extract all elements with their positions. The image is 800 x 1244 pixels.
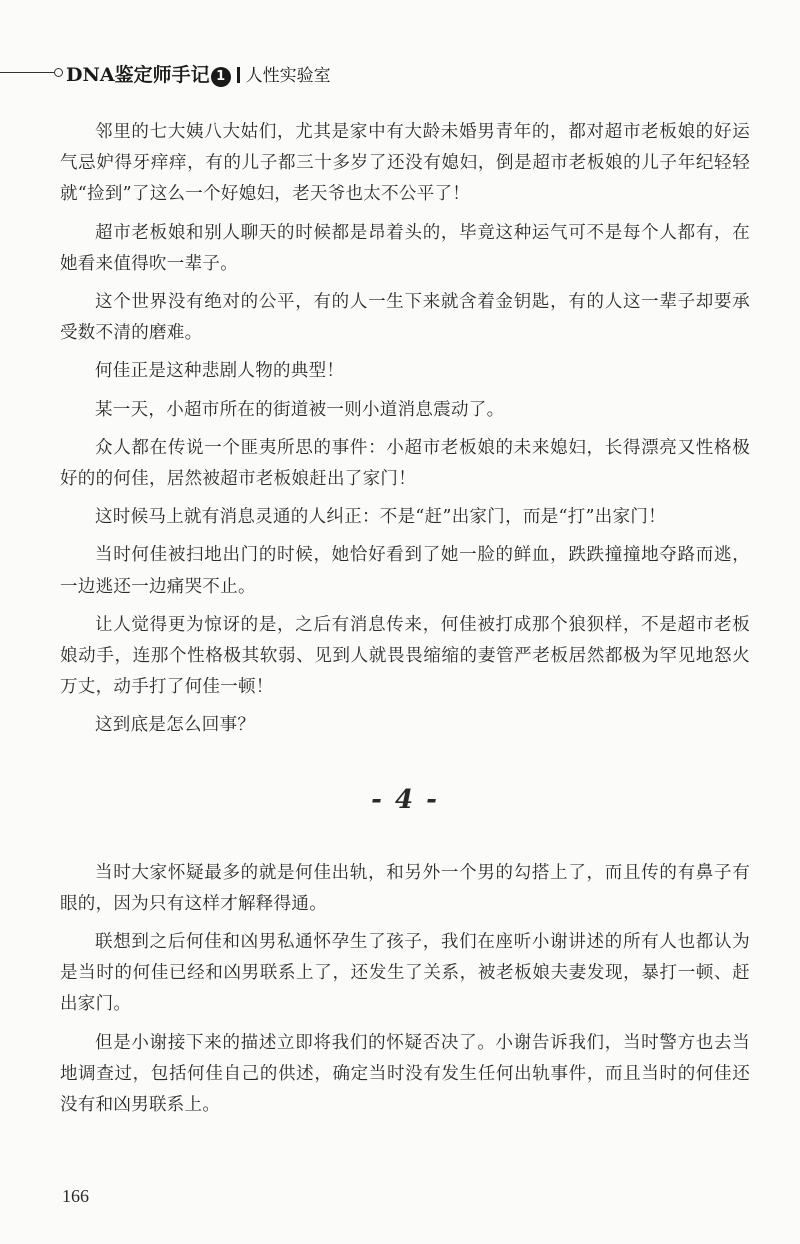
paragraph: 众人都在传说一个匪夷所思的事件：小超市老板娘的未来媳妇，长得漂亮又性格极好的的何佳，居然被超市老板娘赶出了家门！ <box>60 437 750 490</box>
page-body <box>60 117 750 1128</box>
paragraph: 这到底是怎么回事？ <box>95 715 256 736</box>
volume-badge: 1 <box>211 67 231 87</box>
header-rule <box>0 72 54 73</box>
paragraph: 这时候马上就有消息灵通的人纠正：不是“赶”出家门，而是“打”出家门！ <box>95 507 666 528</box>
book-subtitle: 人性实验室 <box>245 66 331 86</box>
book-title-text: DNA鉴定师手记 <box>66 64 210 86</box>
book-title <box>66 60 331 87</box>
paragraph: 当时大家怀疑最多的就是何佳出轨，和另外一个男的勾搭上了，而且传的有鼻子有眼的，因为只有这样才解释得通。 <box>60 862 750 914</box>
paragraph: 当时何佳被扫地出门的时候，她恰好看到了她一脸的鲜血，跌跌撞撞地夺路而逃，一边逃还一边痛哭不止。 <box>60 545 750 597</box>
header-circle-ornament <box>54 68 63 77</box>
section-heading: - 4 - <box>371 784 439 815</box>
paragraph: 这个世界没有绝对的公平，有的人一生下来就含着金钥匙，有的人这一辈子却要承受数不清的磨难。 <box>60 292 750 344</box>
paragraph: 某一天，小超市所在的街道被一则小道消息震动了。 <box>95 399 505 420</box>
header-separator <box>237 67 240 83</box>
running-header <box>0 60 800 88</box>
paragraph: 超市老板娘和别人聊天的时候都是昂着头的，毕竟这种运气可不是每个人都有，在她看来值得吹一辈子。 <box>60 222 750 274</box>
paragraph: 让人觉得更为惊讶的是，之后有消息传来，何佳被打成那个狼狈样，不是超市老板娘动手，连那个性格极其软弱、见到人就畏畏缩缩的妻管严老板居然都极为罕见地怒火万丈，动手打了何佳一顿！ <box>60 614 750 698</box>
paragraph: 邻里的七大姨八大姑们，尤其是家中有大龄未婚男青年的，都对超市老板娘的好运气忌妒得牙痒痒，有的儿子都三十多岁了还没有媳妇，倒是超市老板娘的儿子年纪轻轻就“捡到”了这么一个好媳妇，老天爷也太不公平了！ <box>60 122 750 205</box>
page-number: 166 <box>62 1186 89 1206</box>
paragraph: 联想到之后何佳和凶男私通怀孕生了孩子，我们在座听小谢讲述的所有人也都认为是当时的何佳已经和凶男联系上了，还发生了关系，被老板娘夫妻发现，暴打一顿、赶出家门。 <box>60 932 750 1015</box>
paragraph: 但是小谢接下来的描述立即将我们的怀疑否决了。小谢告诉我们，当时警方也去当地调查过，包括何佳自己的供述，确定当时没有发生任何出轨事件，而且当时的何佳还没有和凶男联系上。 <box>60 1032 750 1116</box>
paragraph: 何佳正是这种悲剧人物的典型！ <box>95 361 345 382</box>
